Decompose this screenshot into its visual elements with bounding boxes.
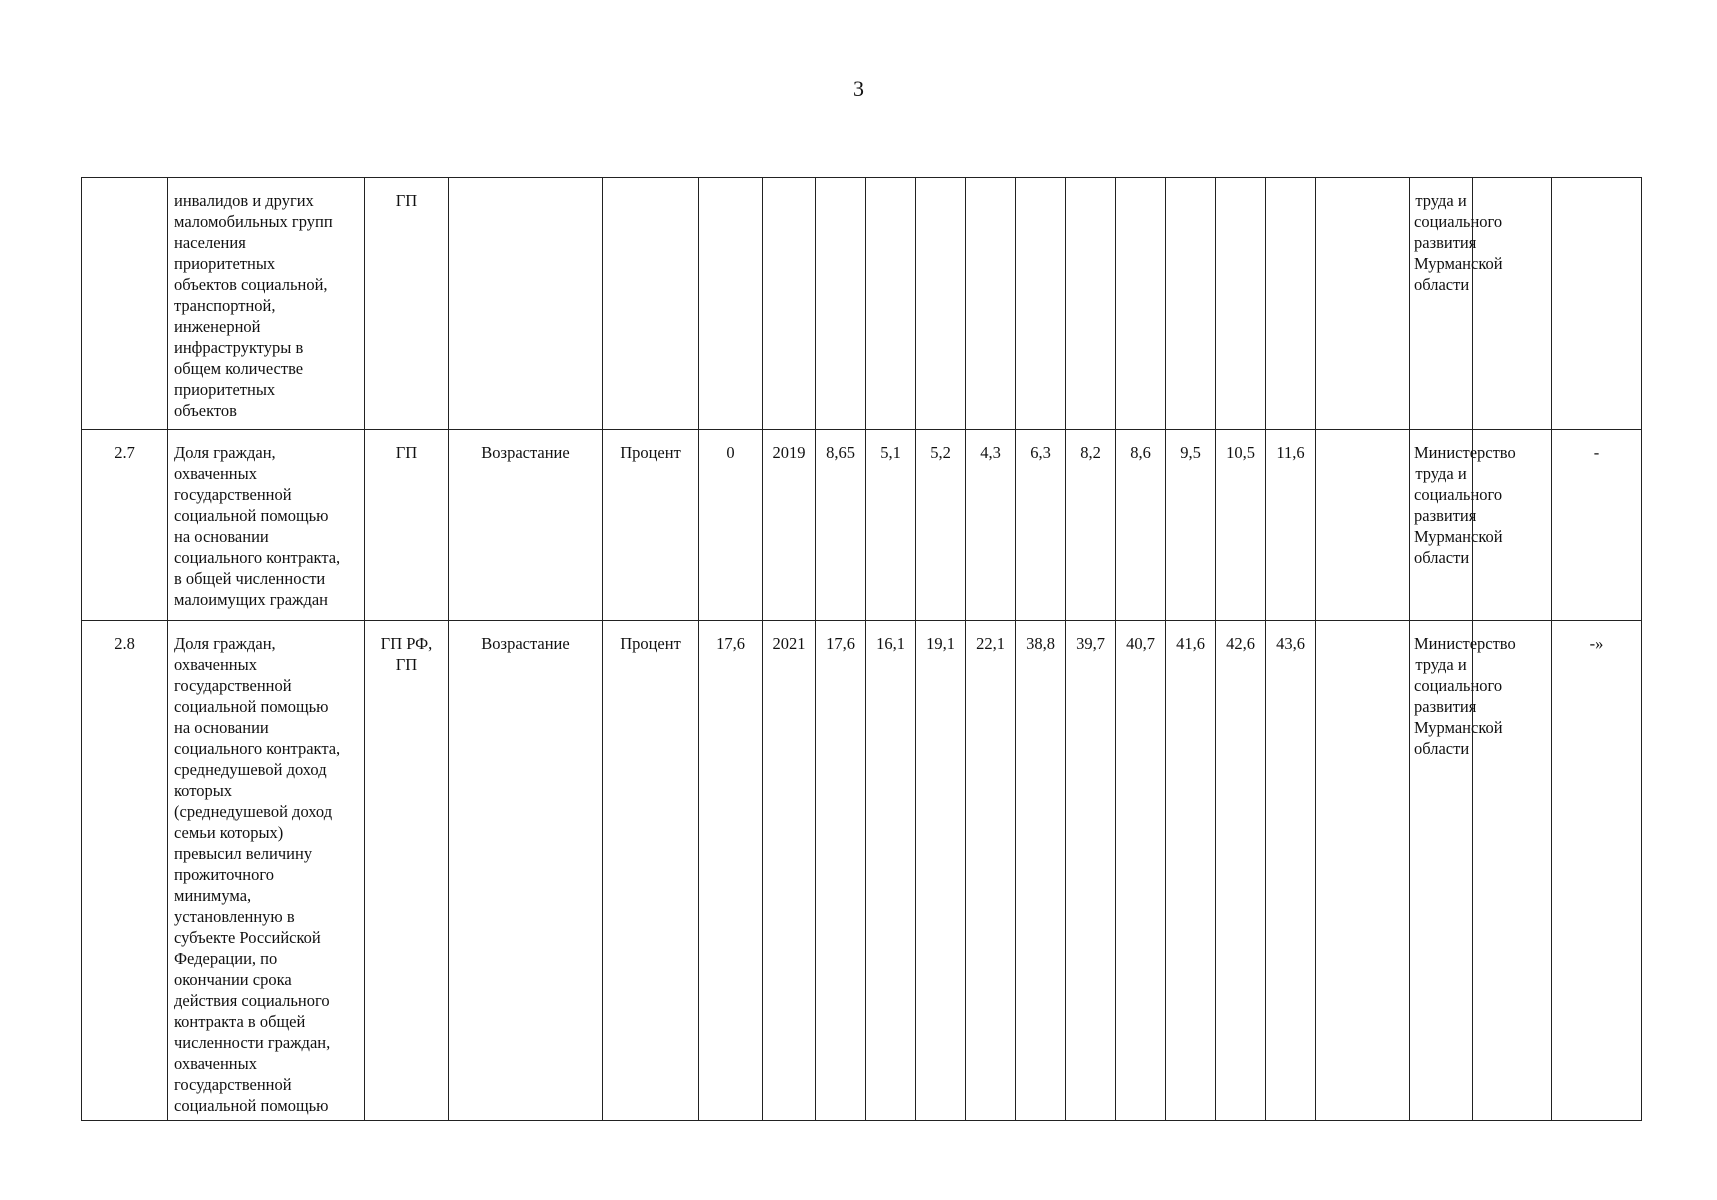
unit-cell: Процент [603,430,699,621]
value-cell: 5,2 [916,430,966,621]
indicator-type-cell: ГП [365,430,449,621]
note-cell: - [1552,430,1642,621]
note-cell: -» [1552,621,1642,1121]
value-cell: 43,6 [1266,621,1316,1121]
value-cell [1066,178,1116,430]
indicator-name-cell: Доля граждан, охваченных государственной социальной помощью на основании социального контракта, среднедушевой доход которых (среднедушевой доход семьи которых) превысил величину прожиточного минимума, установленную в субъекте Российской Федерации, по окончании срока действия социального контракта в общей численности граждан, охваченных государственной социальной помощью [168,621,365,1121]
value-cell: 42,6 [1216,621,1266,1121]
value-cell: 10,5 [1216,430,1266,621]
indicator-type-cell: ГП [365,178,449,430]
row-number-cell: 2.8 [82,621,168,1121]
page-number: 3 [853,76,864,101]
value-cell [916,178,966,430]
row-number-cell [82,178,168,430]
value-cell [966,178,1016,430]
empty-cell [1473,621,1552,1121]
unit-cell: Процент [603,621,699,1121]
value-cell: 16,1 [866,621,916,1121]
table-row [82,178,1642,430]
value-cell: 9,5 [1166,430,1216,621]
value-cell: 11,6 [1266,430,1316,621]
indicator-type-cell: ГП РФ, ГП [365,621,449,1121]
value-cell: 41,6 [1166,621,1216,1121]
value-cell: 39,7 [1066,621,1116,1121]
base-year-cell: 2019 [763,430,816,621]
value-cell: 8,65 [816,430,866,621]
value-cell [866,178,916,430]
trend-cell [449,178,603,430]
base-year-cell [763,178,816,430]
value-cell: 19,1 [916,621,966,1121]
trend-cell: Возрастание [449,621,603,1121]
empty-cell [1316,621,1410,1121]
base-value-cell: 0 [699,430,763,621]
value-cell [1216,178,1266,430]
responsible-cell: Министерство труда и социального развития Мурманской области [1410,430,1473,621]
table-row [82,430,1642,621]
empty-cell [1316,430,1410,621]
note-cell [1552,178,1642,430]
value-cell: 40,7 [1116,621,1166,1121]
value-cell: 17,6 [816,621,866,1121]
value-cell [1166,178,1216,430]
base-year-cell: 2021 [763,621,816,1121]
value-cell [1266,178,1316,430]
value-cell [1116,178,1166,430]
unit-cell [603,178,699,430]
value-cell: 8,6 [1116,430,1166,621]
base-value-cell: 17,6 [699,621,763,1121]
responsible-cell: труда и социального развития Мурманской области [1410,178,1473,430]
trend-cell: Возрастание [449,430,603,621]
base-value-cell [699,178,763,430]
indicator-name-cell: инвалидов и других маломобильных групп населения приоритетных объектов социальной, транспортной, инженерной инфраструктуры в общем количестве приоритетных объектов [168,178,365,430]
value-cell: 38,8 [1016,621,1066,1121]
value-cell: 4,3 [966,430,1016,621]
value-cell: 5,1 [866,430,916,621]
value-cell [1016,178,1066,430]
responsible-cell: Министерство труда и социального развития Мурманской области [1410,621,1473,1121]
row-number-cell: 2.7 [82,430,168,621]
indicator-name-cell: Доля граждан, охваченных государственной социальной помощью на основании социального контракта, в общей численности малоимущих граждан [168,430,365,621]
value-cell [816,178,866,430]
value-cell: 8,2 [1066,430,1116,621]
value-cell: 6,3 [1016,430,1066,621]
value-cell: 22,1 [966,621,1016,1121]
indicators-table [81,177,1642,1121]
table-row [82,621,1642,1121]
empty-cell [1316,178,1410,430]
